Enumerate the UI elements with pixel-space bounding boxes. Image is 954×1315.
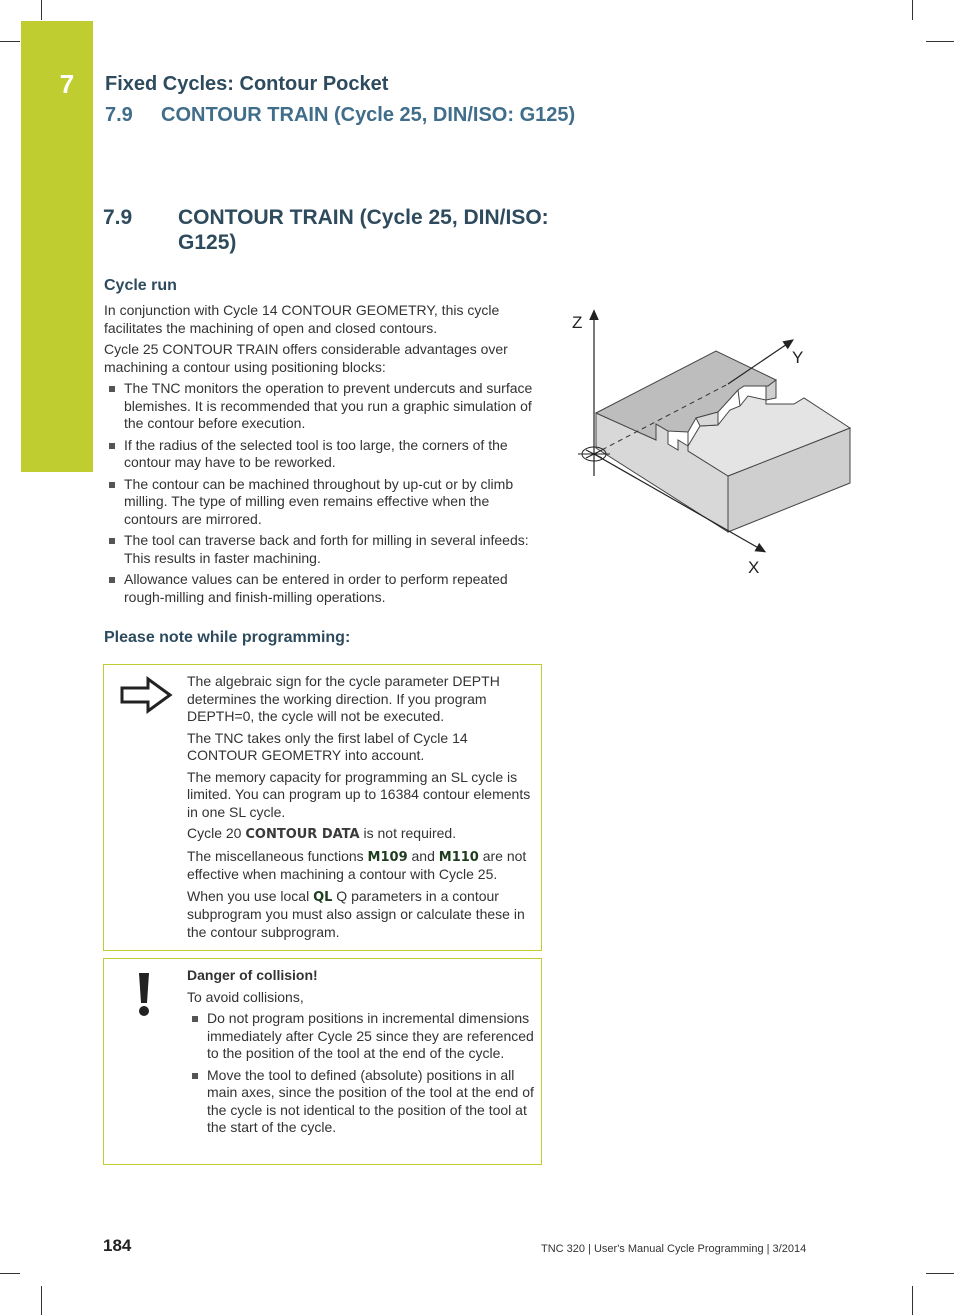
running-section-number: 7.9 — [105, 104, 133, 126]
chapter-tab — [21, 21, 93, 472]
cycle-run-para1: In conjunction with Cycle 14 CONTOUR GEOMETRY, this cycle facilitates the machining of open and closed contours. — [104, 302, 500, 336]
note-icon-cell — [104, 665, 186, 950]
cycle-run-para2: Cycle 25 CONTOUR TRAIN offers considerable advantages over machining a contour using positioning blocks: — [104, 341, 508, 375]
z-axis-label: Z — [572, 313, 583, 332]
keyword-ql: QL — [313, 889, 333, 905]
square-bullet-icon — [109, 482, 115, 488]
chapter-number: 7 — [59, 69, 75, 99]
contour-edge — [738, 390, 740, 406]
square-bullet-icon — [192, 1016, 198, 1022]
crop-mark — [912, 0, 913, 20]
exclamation-icon — [134, 971, 154, 1021]
y-axis-label: Y — [792, 348, 804, 367]
list-item: The contour can be machined throughout by up-cut or by climb milling. The type of milling even remains effective when the contours are mirrored. — [104, 476, 536, 529]
list-item: The TNC monitors the operation to prevent undercuts and surface blemishes. It is recommended that you run a graphic simulation of the contour before execution. — [104, 380, 536, 433]
square-bullet-icon — [109, 386, 115, 392]
danger-bullets — [187, 1010, 537, 1137]
running-section-title: CONTOUR TRAIN (Cycle 25, DIN/ISO: G125) — [161, 104, 576, 126]
crop-mark — [41, 1286, 42, 1315]
keyword-m109: M109 — [367, 849, 408, 865]
running-section-header — [105, 104, 575, 127]
note-para: The memory capacity for programming an SL cycle is limited. You can program up to 16384 contour elements in one SL cycle. — [187, 768, 531, 820]
square-bullet-icon — [192, 1073, 198, 1079]
arrow-right-icon — [118, 675, 178, 715]
note-para: The algebraic sign for the cycle parameter DEPTH determines the working direction. If you program DEPTH=0, the cycle will not be executed. — [187, 673, 500, 724]
danger-box — [103, 958, 542, 1165]
note-para: The TNC takes only the first label of Cycle 14 CONTOUR GEOMETRY into account. — [187, 729, 468, 763]
cycle-run-bullets — [104, 380, 536, 606]
note-heading: Please note while programming: — [104, 629, 351, 646]
list-item: Do not program positions in incremental dimensions immediately after Cycle 25 since they are referenced to the position of the tool at the end of the cycle. — [187, 1010, 537, 1063]
section-number: 7.9 — [103, 206, 133, 229]
crop-mark — [926, 41, 954, 42]
list-item: If the radius of the selected tool is too large, the corners of the contour may have to be reworked. — [104, 437, 536, 472]
danger-content — [187, 967, 537, 1141]
crop-mark — [41, 0, 42, 20]
list-item: The tool can traverse back and forth for milling in several infeeds: This results in faster machining. — [104, 532, 536, 567]
x-axis-label: X — [748, 558, 760, 577]
note-box — [103, 664, 542, 951]
cycle-run-heading: Cycle run — [104, 277, 177, 294]
footer-text: TNC 320 | User's Manual Cycle Programming | 3/2014 — [541, 1243, 807, 1255]
square-bullet-icon — [109, 538, 115, 544]
list-item: Allowance values can be entered in order to perform repeated rough-milling and finish-milling operations. — [104, 571, 536, 606]
square-bullet-icon — [109, 577, 115, 583]
crop-mark — [0, 41, 20, 42]
note-para: The miscellaneous functions M109 and M110 are not effective when machining a contour with Cycle 25. — [187, 847, 527, 882]
note-para: Cycle 20 CONTOUR DATA is not required. — [187, 825, 457, 842]
note-para: When you use local QL Q parameters in a contour subprogram you must also assign or calculate these in the contour subprogram. — [187, 887, 525, 940]
crop-mark — [912, 1286, 913, 1315]
contour-train-figure — [568, 300, 858, 580]
note-content — [187, 673, 537, 945]
crop-mark — [0, 1273, 20, 1274]
section-title: CONTOUR TRAIN (Cycle 25, DIN/ISO: G125) — [178, 206, 549, 254]
danger-title: Danger of collision! — [187, 967, 318, 983]
keyword-m110: M110 — [438, 849, 479, 865]
danger-icon-cell — [104, 959, 186, 1164]
crop-mark — [926, 1273, 954, 1274]
list-item: Move the tool to defined (absolute) positions in all main axes, since the position of the tool at the end of the cycle is not identical to the position of the tool at the start of the cycle. — [187, 1067, 537, 1137]
page-number: 184 — [103, 1236, 132, 1255]
chapter-title: Fixed Cycles: Contour Pocket — [105, 73, 389, 95]
keyword-contour-data: CONTOUR DATA — [245, 827, 360, 842]
danger-intro: To avoid collisions, — [187, 988, 304, 1005]
square-bullet-icon — [109, 443, 115, 449]
cycle-run-body — [104, 302, 536, 610]
